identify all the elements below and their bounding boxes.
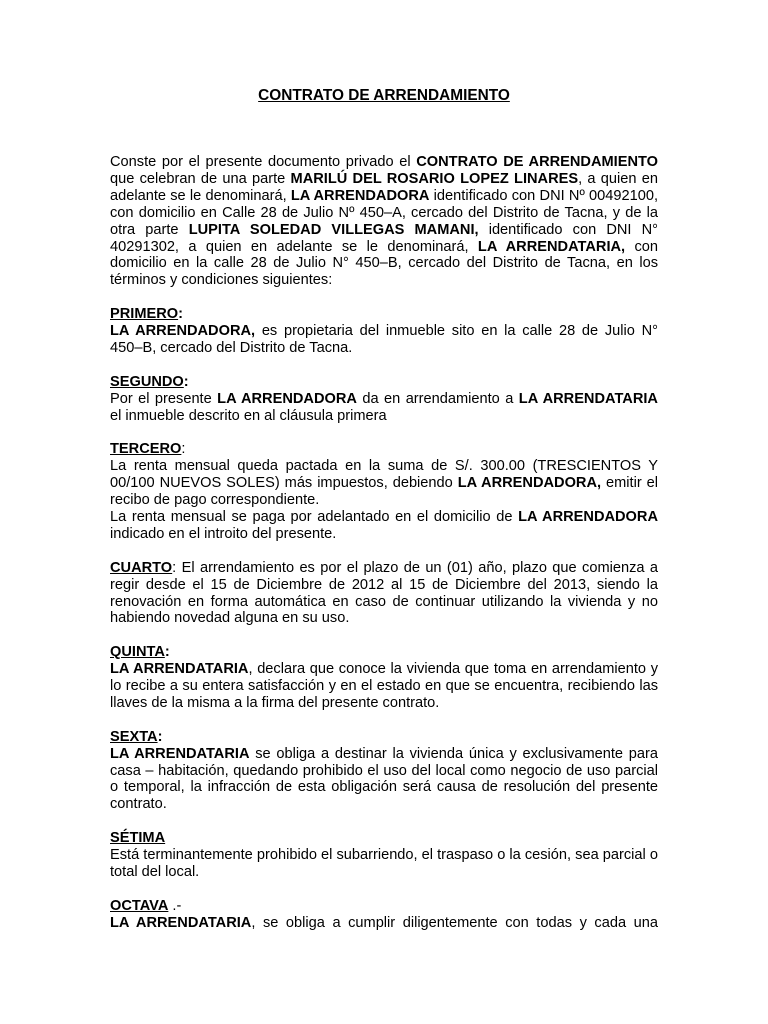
intro-bold-4: LUPITA SOLEDAD VILLEGAS MAMANI,	[188, 221, 479, 238]
clause-text-2: emitir el recibo de pago correspondiente.	[110, 475, 659, 509]
clause-text	[110, 847, 658, 881]
document-body	[110, 154, 658, 932]
clause-tercero	[110, 441, 658, 542]
clause-text-1: : El arrendamiento es por el plazo de un (01) año, plazo que comienza a regir desde el 15 de Diciembre de 2012 al 15 de Diciembre del 2013, siendo la renovación en forma automática en caso de continuar utilizando la vivienda y no habiendo novedad alguna en su uso.	[110, 559, 658, 627]
clause-text-1: Está terminantemente prohibido el subarriendo, el traspaso o la cesión, sea parcial o total del local.	[110, 847, 658, 880]
clause-sexta	[110, 729, 658, 814]
clause-bold-1: LA ARRENDATARIA	[110, 661, 249, 678]
clause-bold-1: LA ARRENDADORA,	[457, 475, 602, 492]
clause-heading-punct: .-	[168, 897, 182, 914]
intro-bold-5: LA ARRENDATARIA,	[477, 238, 626, 255]
clause-heading	[110, 306, 658, 323]
clause-bold-1: LA ARRENDATARIA	[110, 914, 252, 931]
clause-heading-punct: :	[178, 306, 183, 323]
clause-heading	[110, 644, 658, 661]
intro-text-1: Conste por el presente documento privado el	[110, 154, 417, 170]
clause-text-3: el inmueble descrito en al cláusula primera	[110, 407, 387, 424]
clause-bold-1: LA ARRENDATARIA	[110, 745, 250, 762]
clause-heading-label: CUARTO	[110, 559, 173, 576]
clause-heading	[110, 374, 658, 391]
clause-heading-label: TERCERO	[110, 441, 182, 458]
intro-text-3: , a quien en adelante se le denominará,	[110, 170, 659, 204]
clause-octava	[110, 898, 658, 932]
clause-text-paragraph-2	[110, 509, 658, 543]
clause-quinta	[110, 644, 658, 712]
clause-heading-punct: :	[157, 728, 163, 745]
clause-heading-label: OCTAVA	[110, 897, 169, 914]
clause-text-4: indicado en el introito del presente.	[110, 525, 337, 542]
clause-text-3: La renta mensual se paga por adelantado en el domicilio de	[110, 508, 519, 525]
intro-text-2: que celebran de una parte	[110, 170, 291, 187]
clause-primero	[110, 306, 658, 357]
clause-text-1: es propietaria del inmueble sito en la calle 28 de Julio N° 450–B, cercado del Distrito de Tacna.	[110, 323, 658, 356]
clause-heading-label: SEXTA	[110, 728, 158, 745]
document-title: CONTRATO DE ARRENDAMIENTO	[258, 87, 510, 104]
clause-text-1: , declara que conoce la vivienda que toma en arrendamiento y lo recibe a su entera satisfacción y en el estado en que se encuentra, recibiendo las llaves de la misma a la firma del presente contrato.	[110, 661, 658, 711]
clause-heading-label: SÉTIMA	[110, 830, 166, 847]
clause-bold-2: LA ARRENDADORA	[518, 508, 658, 525]
clause-text	[110, 458, 658, 509]
clause-text	[110, 391, 658, 425]
clause-text	[110, 746, 658, 814]
intro-bold-2: MARILÚ DEL ROSARIO LOPEZ LINARES	[290, 170, 579, 187]
intro-bold-3: LA ARRENDADORA	[290, 187, 430, 204]
clause-heading	[110, 898, 658, 915]
clause-text	[110, 560, 658, 628]
clause-text	[110, 323, 658, 357]
clause-bold-1: LA ARRENDADORA	[217, 390, 357, 407]
clause-heading	[110, 729, 658, 746]
clause-bold-1: LA ARRENDADORA,	[110, 323, 256, 340]
clause-text	[110, 915, 658, 932]
clause-text-2: da en arrendamiento a	[356, 390, 519, 407]
intro-text-5: identificado con DNI N° 40291302, a quien en adelante se le denominará,	[110, 221, 658, 255]
clause-text	[110, 661, 658, 712]
intro-bold-1: CONTRATO DE ARRENDAMIENTO	[416, 154, 658, 170]
clause-heading-punct: :	[164, 644, 170, 661]
clause-heading-punct: :	[183, 373, 189, 390]
clause-text-1: Por el presente	[110, 390, 218, 407]
intro-paragraph	[110, 154, 658, 289]
clause-setima	[110, 830, 658, 881]
clause-heading	[110, 830, 658, 847]
clause-heading-label: PRIMERO	[110, 306, 179, 323]
clause-text-1: se obliga a destinar la vivienda única y exclusivamente para casa – habitación, quedando prohibido el uso del local como negocio de uso parcial o temporal, la infracción de esta obligación será causa de resolución del presente contrato.	[110, 745, 658, 813]
clause-heading-label: SEGUNDO	[110, 373, 184, 390]
clause-heading	[110, 441, 658, 458]
clause-heading-punct: :	[181, 441, 186, 458]
clause-heading-label: QUINTA	[110, 644, 165, 661]
clause-text-1: La renta mensual queda pactada en la suma de S/. 300.00 (TRESCIENTOS Y 00/100 NUEVOS SOLES) más impuestos, debiendo	[110, 458, 658, 492]
clause-text-1: , se obliga a cumplir diligentemente con todas y cada una	[251, 914, 658, 931]
intro-text-4: identificado con DNI Nº 00492100, con domicilio en Calle 28 de Julio Nº 450–A, cercado del Distrito de Tacna, y de la otra parte	[110, 187, 658, 238]
clause-bold-2: LA ARRENDATARIA	[518, 390, 658, 407]
clause-segundo	[110, 374, 658, 425]
clause-cuarto	[110, 560, 658, 628]
intro-text-6: con domicilio en la calle 28 de Julio N° 450–B, cercado del Distrito de Tacna, en los términos y condiciones siguientes:	[110, 238, 658, 289]
